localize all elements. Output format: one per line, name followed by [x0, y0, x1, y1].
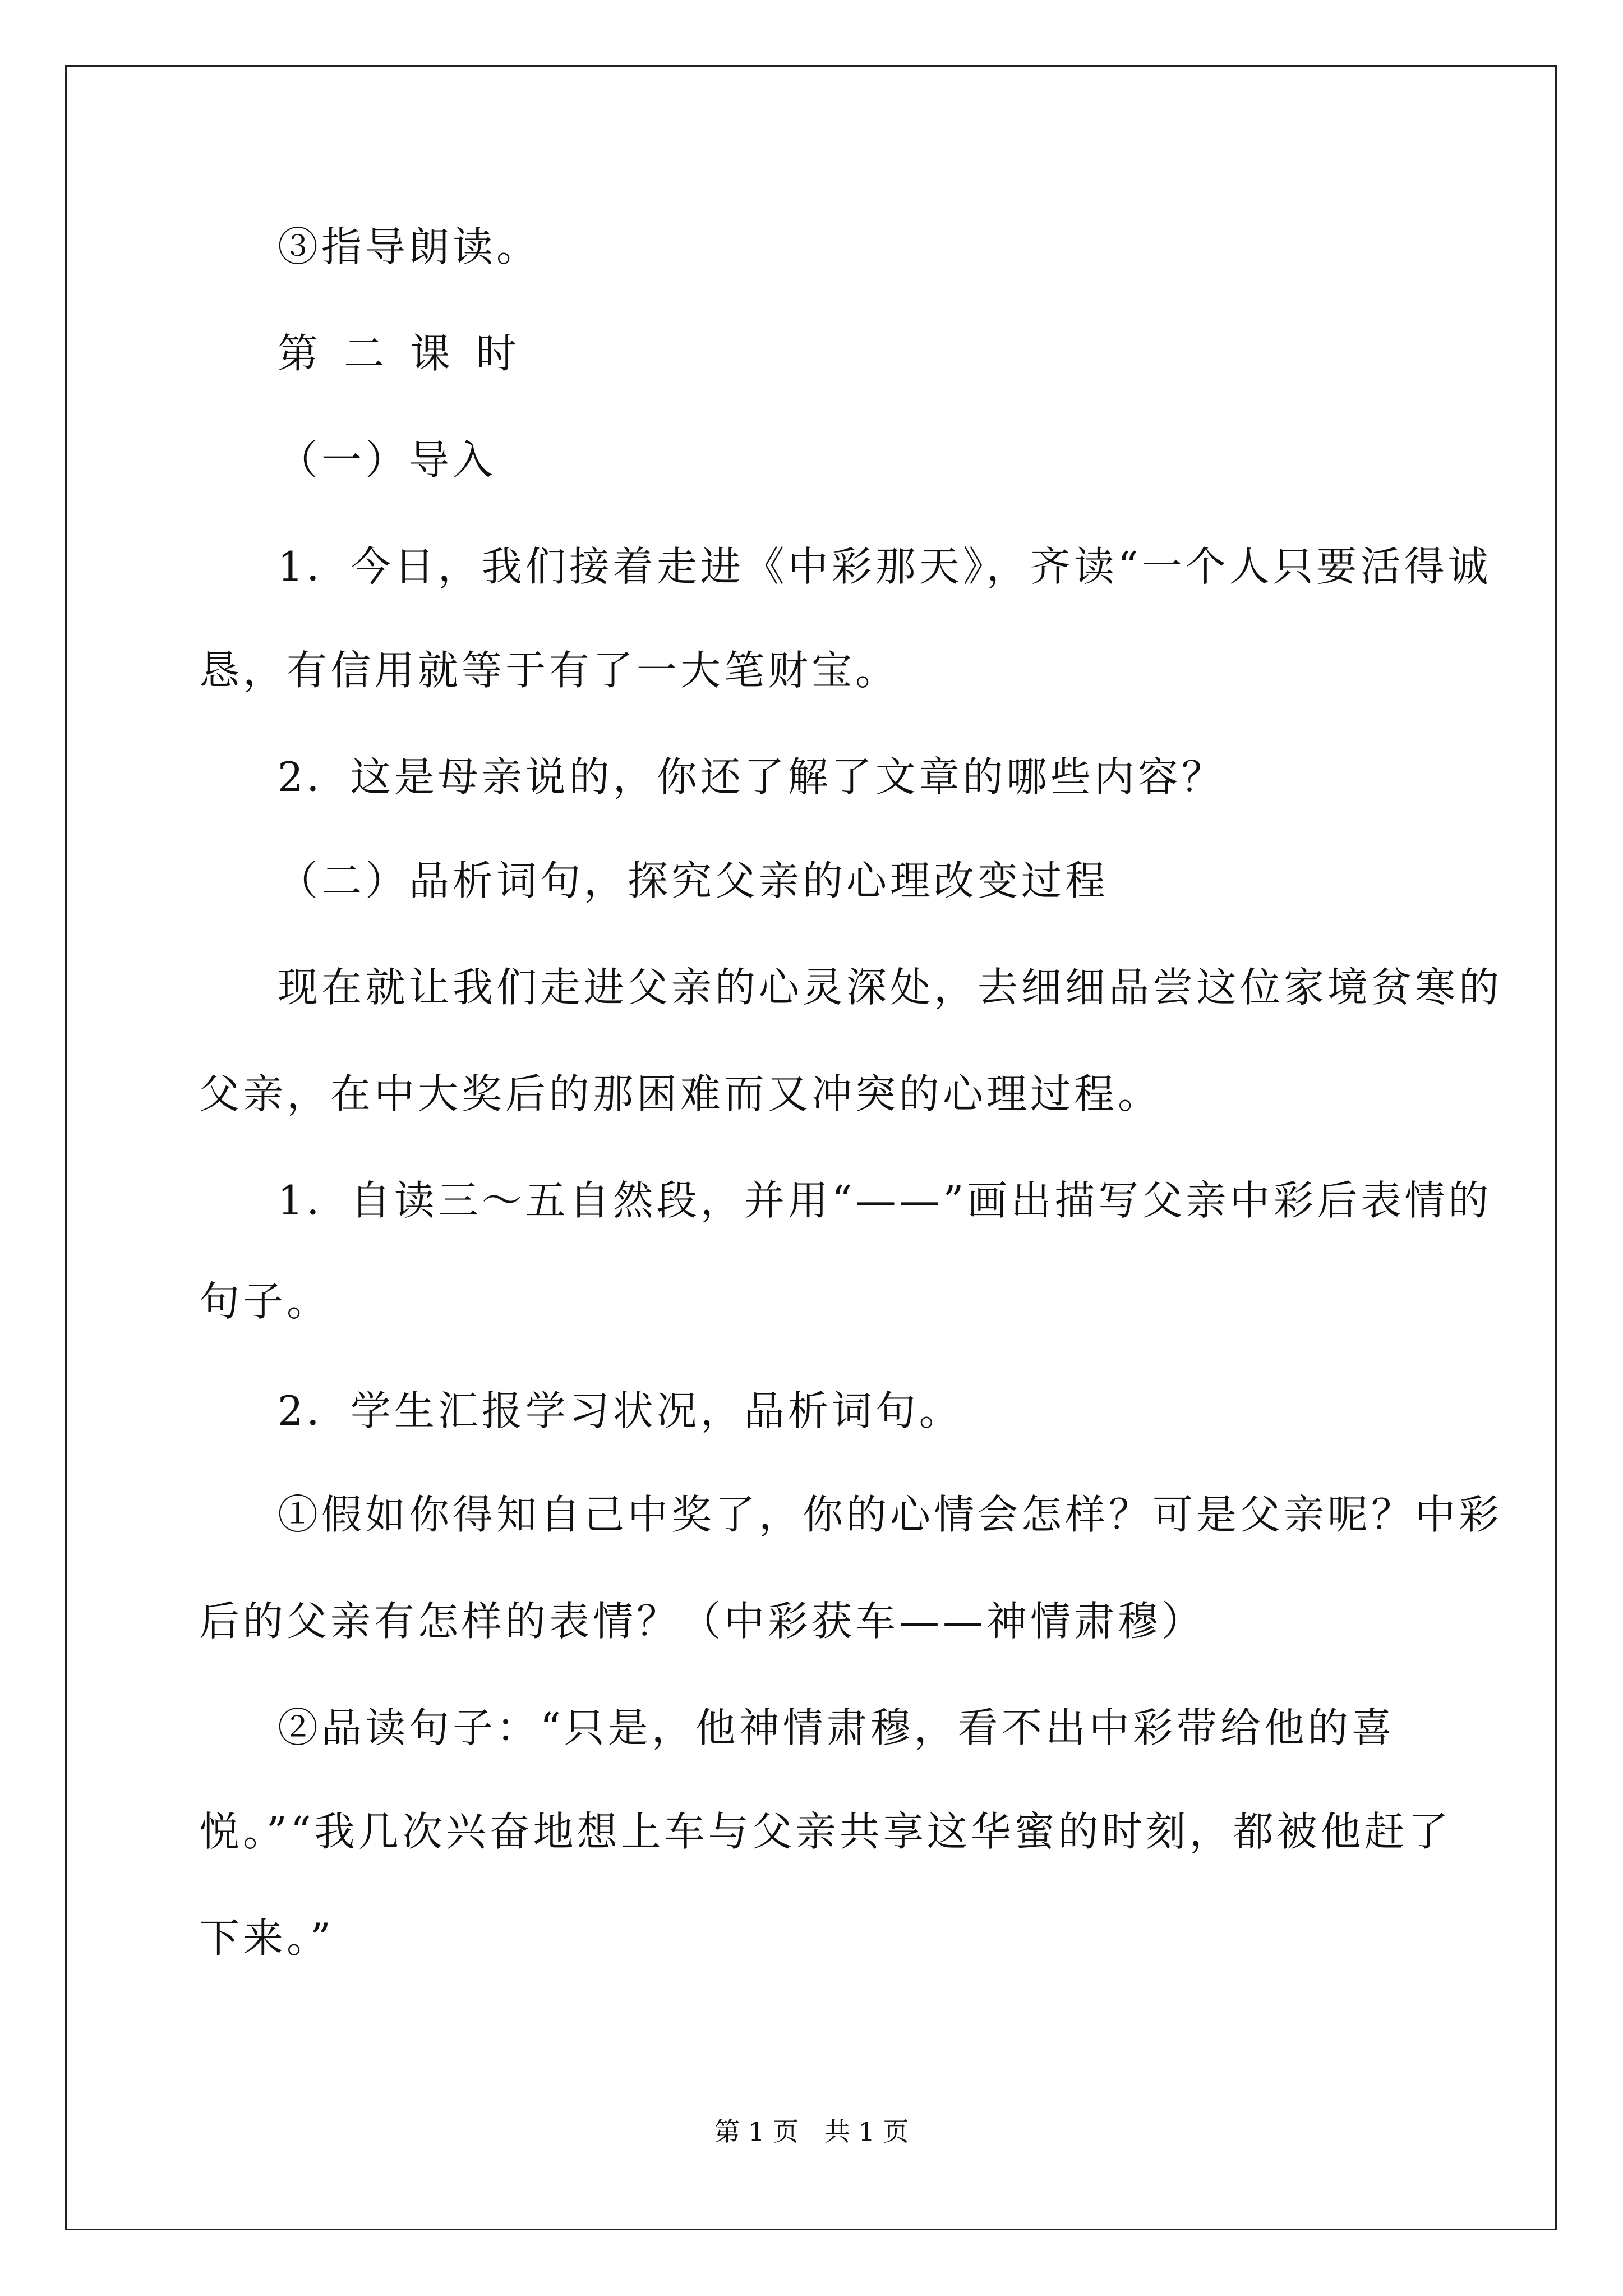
- lesson-heading: 第二课时: [278, 330, 543, 377]
- paragraph-line: 现在就让我们走进父亲的心灵深处，去细细品尝这位家境贫寒的: [278, 964, 1503, 1011]
- paragraph-line: 1．自读三～五自然段，并用“——”画出描写父亲中彩后表情的: [278, 1177, 1492, 1224]
- paragraph-line: 后的父亲有怎样的表情？（中彩获车——神情肃穆）: [199, 1598, 1206, 1645]
- paragraph-line: 句子。: [199, 1278, 331, 1325]
- paragraph-line: 悦。”“我几次兴奋地想上车与父亲共享这华蜜的时刻，都被他赶了: [199, 1808, 1452, 1855]
- paragraph-line: 父亲，在中大奖后的那困难而又冲突的心理过程。: [199, 1070, 1162, 1117]
- paragraph-line: 1．今日，我们接着走进《中彩那天》，齐读“一个人只要活得诚: [278, 543, 1492, 590]
- paragraph-line: 2．这是母亲说的，你还了解了文章的哪些内容？: [278, 753, 1225, 800]
- paragraph-line: ②品读句子：“只是，他神情肃穆，看不出中彩带给他的喜: [278, 1704, 1395, 1751]
- section-heading: （二）品析词句，探究父亲的心理改变过程: [278, 857, 1109, 904]
- paragraph-line: ①假如你得知自己中奖了，你的心情会怎样？可是父亲呢？中彩: [278, 1491, 1503, 1538]
- section-heading: （一）导入: [278, 436, 497, 484]
- paragraph-line: ③指导朗读。: [278, 223, 541, 270]
- paragraph-line: 下来。”: [199, 1915, 334, 1962]
- paragraph-line: 恳，有信用就等于有了一大笔财宝。: [199, 647, 900, 694]
- page-number: 第 1 页 共 1 页: [714, 2116, 909, 2147]
- paragraph-line: 2．学生汇报学习状况，品析词句。: [278, 1387, 963, 1434]
